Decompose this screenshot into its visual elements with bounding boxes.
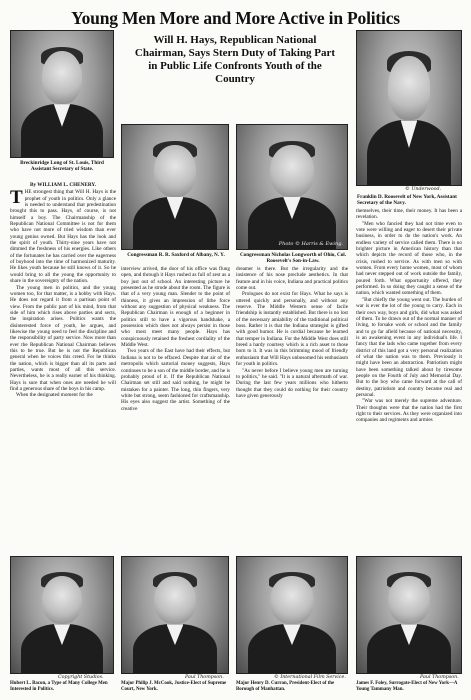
- byline: By WILLIAM L. CHENERY.: [30, 182, 96, 188]
- portrait-breckinridge-long: [10, 30, 114, 158]
- col3-para-1: dreamer is there. But the irregularity and the insistence of his nose preclude aesthetics. In that feature and in his voice, Indiana and practical politics come out.: [236, 266, 348, 292]
- portrait-franklin-roosevelt: [356, 30, 462, 186]
- head-shape: [388, 576, 430, 625]
- portrait-hubert-bacon: [10, 556, 114, 674]
- head-shape: [388, 56, 430, 121]
- credit-longworth: Photo © Harris & Ewing.: [278, 241, 343, 247]
- col2-para-2: Two years of the East have had their effects, but Indiana is not to be effaced. Despite that air of the metropolis which sartorial money suggests, Hays continues to be a son of the middle border, and he is probably proud of it. If the Republican National Chairman set still and said nothing, he might be mistaken for a painter. The long, thin fingers, very white but strong, seem fashioned for craftsmanship. His eyes also suggest the artist. Something of the creative: [121, 348, 230, 412]
- head-shape: [270, 576, 314, 625]
- headline: Young Men More and More Active in Politics: [71, 8, 400, 28]
- head-shape: [154, 576, 196, 625]
- head-shape: [42, 51, 83, 104]
- col3-para-2: Prologues do not exist for Hays. What he says is uttered quickly and personally, and without any reserve. The Middle Western sense of facile friendship is instantly established. But there is no lost of the necessary amiability of the traditional political boss. Rather it is that the Indiana strategist is gifted with good humor. He is cordial because he learned that temper in Indiana. For the Middle West does still breed a hardy courtesy which is a rich asset to those born to it. It was in this brimming mood of friendly enthusiasm that Will Hays unbosomed his enthusiasm for youth in politics.: [236, 291, 348, 368]
- credit-mccook: Paul Thompson.: [185, 675, 224, 680]
- caption-james-foley: James F. Foley, Surrogate-Elect of New York—A Young Tammany Man.: [356, 681, 458, 692]
- col1-para-2: The young men in politics, and the young women too, for that matter, is a hobby with Hays. He does not regard it from a partisan point of view. From the public part of his mind, from that side of him which rises above parties and sects, the inspiration arises. Politics wants the disinterested force of youth, he argues, and likewise the young need to feel the discipline and the responsibility of party service. Now more than ever the Republican National Chairman believes this to be true. But he is not the Republican general when he voices this creed. For he thinks the nation, which is bigger than all its parts and parties, wants most of all this service. Nevertheless, he is a really earner of his thinking. Hays is sure that when ones are needed he will find a generous share of the boys in his camp.: [10, 284, 116, 392]
- article-column-3: [236, 266, 348, 550]
- article-column-2: [121, 266, 230, 550]
- credit-foley: Paul Thompson.: [420, 675, 459, 680]
- article-column-4: [356, 208, 462, 550]
- col4-para-2: "Men who fancied they had not time even to vote were willing and eager to desert their private business, in order to do the nation's work. An endless variety of service called them. There is no brighter picture in American history than that which depicts the record of those who, in the crisis, rushed to service. As with men so with women. From every home women, most of whom had never stepped out of work outside the family, poured forth. What opportunity offered, they performed. In so doing they caught a sense of the nation, which wanted something of them.: [356, 220, 462, 297]
- lead-paragraph: [10, 189, 116, 284]
- article-column-1: [10, 182, 116, 550]
- col4-para-1: themselves, their time, their money. It has been a revelation.: [356, 208, 462, 221]
- head-shape: [42, 576, 83, 625]
- caption-congressman-saxford: Congressman R. R. Saxford of Albany, N. Y.: [127, 252, 225, 258]
- portrait-congressman-saxford: [121, 124, 229, 250]
- col2-para-1: interview arrived, the door of his office was flung open, and through it Hays rushed as full of zest as a boy just out of school. An interesting picture he presented as he strode about the room. The figure is that of a very young man. Slender to the point of thinness, it gives an impression of lithe force without any suggestion of physical weakness. The Republican Chairman is enough of a beginner in politics still to have a vigorous handshake, a possession which does not always persist in those who most meet many people. Hays has conspicuously retained the freshest cordiality of the Middle West.: [121, 266, 230, 349]
- caption-hubert-bacon: Hubert L. Bacon, a Type of Many College Men Interested in Politics.: [10, 681, 108, 692]
- credit-roosevelt: © Underwood.: [405, 187, 442, 192]
- col3-para-3: "As never before I believe young men are turning to politics," he said. "It is a natural aftermath of war. During the last few years millions who hitherto thought that they could do nothing for their country have given generously: [236, 367, 348, 399]
- credit-bacon: Copyright Studios.: [58, 675, 104, 680]
- credit-curran: © International Film Service.: [274, 675, 346, 680]
- head-shape: [270, 145, 314, 197]
- portrait-philip-mccook: [121, 556, 229, 674]
- col1-para-3: When the designated moment for the: [16, 392, 93, 399]
- portrait-henry-curran: [236, 556, 348, 674]
- portrait-james-foley: [356, 556, 462, 674]
- subheadline: Will H. Hays, Republican National Chairman, Says Stern Duty of Taking Part in Public Life Confronts Youth of the Country: [134, 34, 336, 85]
- head-shape: [154, 145, 196, 197]
- caption-philip-mccook: Major Philip J. McCook, Justice-Elect of Supreme Court, New York.: [121, 681, 227, 692]
- col1-para-1: HE strongest thing that Will H. Hays is the prophet of youth in politics. Only a glance is needed to understand that predestination brought this to pass. Hays, of course, is not himself a boy. The Chairmanship of the Republican National Committee is not for them who have not more of tried wisdom than ever young genius owned. But Hays has the look and the spirit of youth. Thirty-nine years have not dimmed the freshness of his energies. Like others of the fortunates he has carried over the eagerness of boyhood into the time of harmonized maturity. He likes youth because he still knows of it. So he would bring to all the young the opportunity to share in the sovereignty of the nation.: [10, 189, 116, 285]
- portrait-nicholas-longworth: [236, 124, 348, 250]
- col4-para-4: "War was not merely the supreme adventure. Their thoughts were that the nation had the first right to their services. As they were organized into companies and regiments and armies: [356, 398, 462, 424]
- drop-cap: T: [10, 187, 23, 209]
- col4-para-3: "But chiefly the young went out. The burden of war is ever the lot of the young to carry. Each in their own way, boys and girls, did what was asked of them. To be drawn out of the normal manner of living, to forsake work or school and the family and to go far afield because of national necessity, is an awakening event in any individual's life. I fancy that the lads who came together from every district of this land got a very personal realization of what the nation was to them. Previously it might have been an abstraction. Patriotism might have been something talked about by tiresome people on the Fourth of July and Memorial Day. But to the boy who came forward at the call of destiny, patriotism and country became real and personal.: [356, 296, 462, 398]
- caption-breckinridge-long: Breckinridge Long of St. Louis, Third Assistant Secretary of State.: [20, 160, 104, 173]
- caption-franklin-roosevelt: Franklin D. Roosevelt of New York, Assistant Secretary of the Navy.: [357, 194, 457, 207]
- caption-nicholas-longworth: Congressman Nicholas Longworth of Ohio, Col. Roosevelt's Son-in-Law.: [239, 252, 347, 265]
- caption-henry-curran: Major Henry D. Curran, President-Elect of the Borough of Manhattan.: [236, 681, 335, 692]
